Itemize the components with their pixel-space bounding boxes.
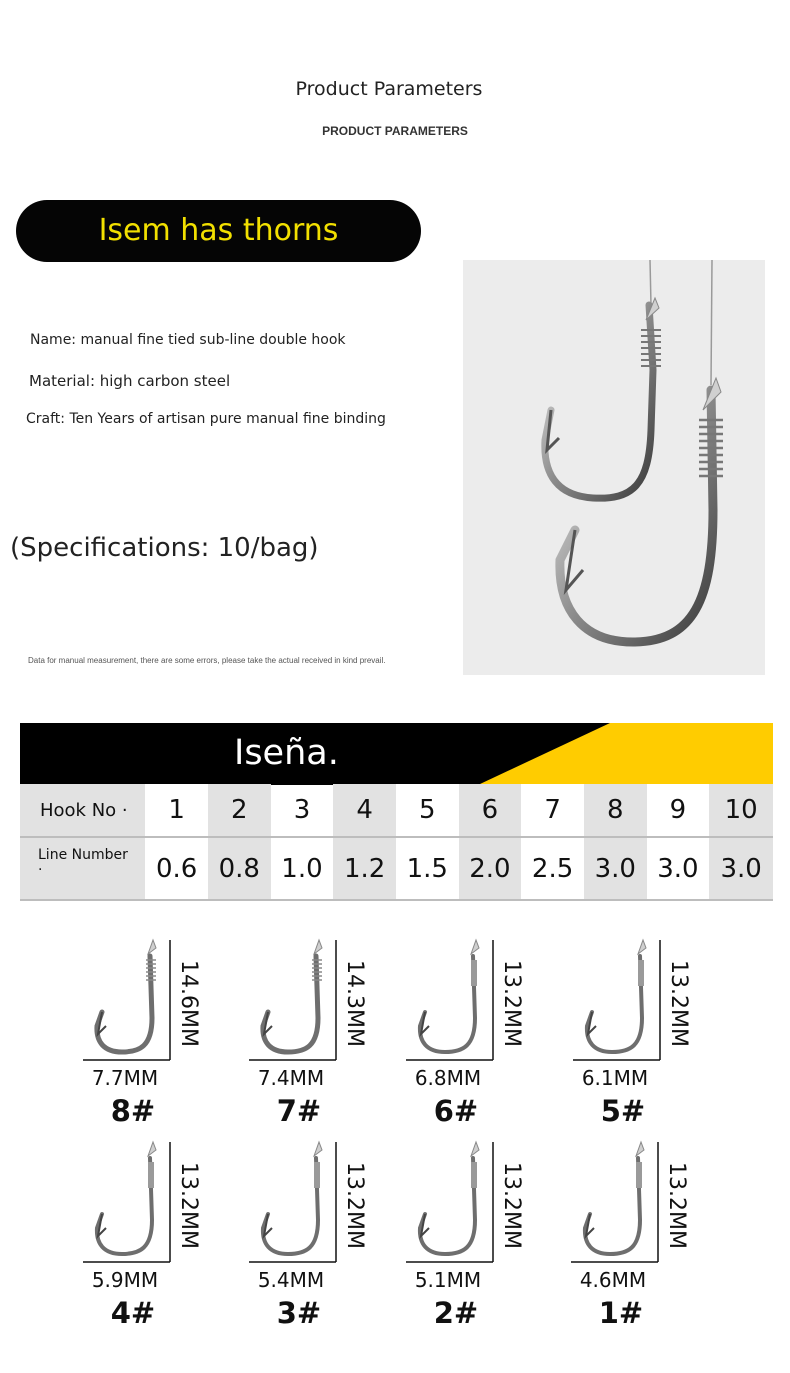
hook-spec-table (20, 784, 773, 901)
table-cell: 3.0 (709, 837, 773, 900)
hook-size-number: 3# (276, 1296, 322, 1330)
hook-height-label: 13.2MM (176, 1162, 201, 1249)
accent-wedge-icon (20, 723, 773, 784)
line-number-header-text: Line Number (38, 847, 128, 863)
hook-size-item (82, 938, 201, 1128)
table-cell: 1.5 (396, 837, 459, 900)
hook-number-header: Hook No · (20, 784, 145, 837)
table-row-hook-number (20, 784, 773, 837)
table-cell: 5 (396, 784, 459, 837)
hook-width-label: 4.6MM (579, 1268, 647, 1292)
table-cell: 1.0 (271, 837, 334, 900)
table-cell: 1.2 (333, 837, 396, 900)
table-cell: 2.0 (459, 837, 522, 900)
hook-height-label: 13.2MM (499, 960, 524, 1047)
hook-width-label: 5.9MM (91, 1268, 159, 1292)
hook-width-label: 5.1MM (414, 1268, 482, 1292)
table-cell: 8 (584, 784, 647, 837)
hook-size-item (570, 1140, 689, 1330)
hook-size-number: 8# (110, 1094, 156, 1128)
hook-size-item (248, 1140, 367, 1330)
page-title: Product Parameters (295, 78, 483, 100)
product-material: Material: high carbon steel (29, 372, 231, 390)
measurement-note: Data for manual measurement, there are some errors, please take the actual received in kind prevail. (28, 656, 386, 665)
table-cell: 3 (271, 784, 334, 837)
feature-banner: Isem has thorns (16, 200, 421, 262)
product-specification: (Specifications: 10/bag) (10, 533, 319, 563)
table-cell: 1 (145, 784, 208, 837)
hook-size-item (572, 938, 691, 1128)
hook-size-number: 6# (433, 1094, 479, 1128)
hook-height-label: 14.3MM (342, 960, 367, 1047)
table-title: Iseña. (226, 723, 384, 785)
table-cell: 9 (647, 784, 710, 837)
hook-size-number: 5# (600, 1094, 646, 1128)
hook-height-label: 13.2MM (499, 1162, 524, 1249)
table-cell: 7 (521, 784, 584, 837)
product-name: Name: manual fine tied sub-line double hook (30, 332, 346, 348)
hook-size-number: 4# (110, 1296, 156, 1330)
table-cell: 3.0 (647, 837, 710, 900)
table-cell: 0.8 (208, 837, 271, 900)
hook-height-label: 13.2MM (342, 1162, 367, 1249)
hook-height-label: 13.2MM (664, 1162, 689, 1249)
hook-size-item (82, 1140, 201, 1330)
hook-size-number: 2# (433, 1296, 479, 1330)
table-cell: 3.0 (584, 837, 647, 900)
hook-height-label: 13.2MM (666, 960, 691, 1047)
hook-width-label: 6.8MM (414, 1066, 482, 1090)
table-title-bar (20, 723, 773, 784)
product-craft: Craft: Ten Years of artisan pure manual fine binding (26, 411, 386, 427)
table-row-line-number (20, 837, 773, 900)
table-cell: 4 (333, 784, 396, 837)
table-cell: 0.6 (145, 837, 208, 900)
product-photo (463, 260, 765, 675)
hook-size-item (248, 938, 367, 1128)
hook-height-label: 14.6MM (176, 960, 201, 1047)
hook-size-item (405, 938, 524, 1128)
hook-size-item (405, 1140, 524, 1330)
page-subtitle: PRODUCT PARAMETERS (322, 124, 468, 138)
hook-width-label: 7.7MM (91, 1066, 159, 1090)
hook-width-label: 7.4MM (257, 1066, 325, 1090)
table-cell: 2 (208, 784, 271, 837)
hook-width-label: 6.1MM (581, 1066, 649, 1090)
table-cell: 6 (459, 784, 522, 837)
hook-size-number: 7# (276, 1094, 322, 1128)
table-cell: 10 (709, 784, 773, 837)
double-hook-image (463, 260, 765, 675)
line-number-header-suffix: · (38, 862, 43, 878)
line-number-header (20, 837, 145, 900)
table-cell: 2.5 (521, 837, 584, 900)
hook-width-label: 5.4MM (257, 1268, 325, 1292)
hook-size-number: 1# (598, 1296, 644, 1330)
